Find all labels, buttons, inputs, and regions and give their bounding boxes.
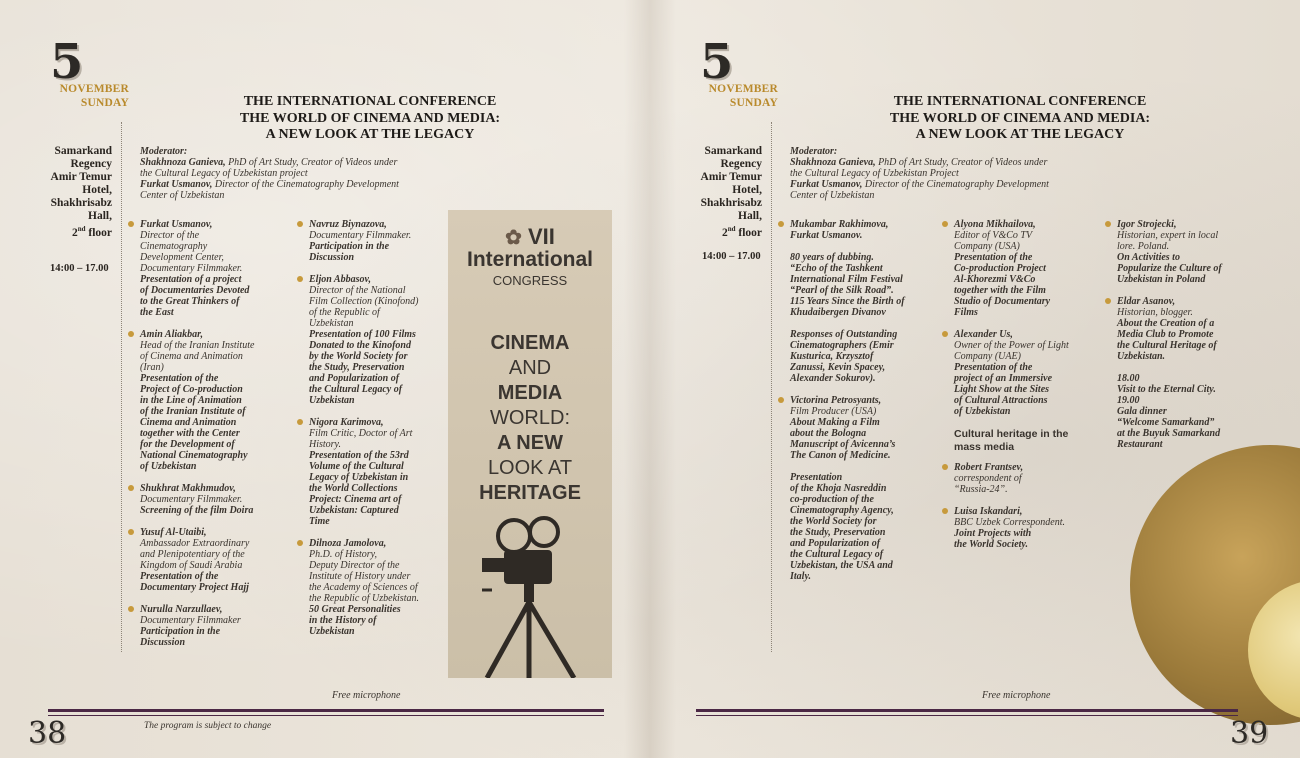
poster-line: A NEW bbox=[497, 432, 563, 454]
month-label: NOVEMBER bbox=[59, 83, 129, 95]
speaker-item: Nigora Karimova, Film Critic, Doctor of Art History. Presentation of the 53rd Volume of the Cultural Legacy of Uzbekistan in the World Collections Project: Cinema art of Uzbekistan: Captured Time bbox=[297, 417, 445, 527]
moderator-line: Center of Uzbekistan bbox=[140, 190, 225, 201]
speaker-name: Alexander Us, bbox=[954, 329, 1013, 340]
venue-floor: 2nd floor bbox=[71, 225, 112, 239]
page-right bbox=[650, 0, 1300, 758]
speaker-name: Shukhrat Makhmudov, bbox=[140, 483, 236, 494]
speaker-item: Nurulla Narzullaev, Documentary Filmmaker Participation in the Discussion bbox=[128, 604, 288, 648]
speaker-name: Alyona Mikhailova, bbox=[954, 219, 1036, 230]
bullet-icon bbox=[297, 221, 303, 227]
bullet-icon bbox=[297, 276, 303, 282]
section-heading: Cultural heritage in the mass media bbox=[954, 428, 1069, 453]
speaker-item: Alexander Us, Owner of the Power of Light Company (UAE) Presentation of the project of an Immersive Light Show at the Sites of Cultural Attractions of Uzbekistan bbox=[942, 329, 1092, 417]
moderator-label: Moderator: bbox=[140, 146, 188, 157]
free-microphone-note: Free microphone bbox=[332, 690, 401, 701]
flower-logo-icon: ✿ bbox=[505, 227, 522, 249]
moderator-line: the Cultural Legacy of Uzbekistan Project bbox=[790, 168, 959, 179]
speakers-column-2 bbox=[297, 219, 445, 648]
moderator-line: Shakhnoza Ganieva, PhD of Art Study, Creator of Videos under bbox=[790, 157, 1048, 168]
bullet-icon bbox=[297, 419, 303, 425]
poster-line: LOOK AT bbox=[487, 457, 573, 479]
speaker-name: Nigora Karimova, bbox=[309, 417, 384, 428]
page-number: 38 bbox=[28, 716, 67, 751]
weekday-label: SUNDAY bbox=[729, 97, 778, 109]
speaker-item: Igor Strojecki, Historian, expert in local lore. Poland. On Activities to Popularize the Culture of Uzbekistan in Poland bbox=[1105, 219, 1255, 285]
poster-line: AND bbox=[508, 357, 552, 379]
moderator-label: Moderator: bbox=[790, 146, 838, 157]
venue bbox=[30, 145, 112, 240]
dotted-divider bbox=[771, 122, 772, 652]
speaker-item: Eljon Abbasov, Director of the National Film Collection (Kinofond) of the Republic of Uzbekistan Presentation of 100 Films Donated to the Kinofond by the World Society for the Study, Preservation and Popularization of the Cultural Legacy of Uzbekistan bbox=[297, 274, 445, 406]
bullet-icon bbox=[1105, 221, 1111, 227]
bullet-icon bbox=[128, 331, 134, 337]
poster-international: International bbox=[466, 248, 593, 271]
page-number: 39 bbox=[1230, 716, 1269, 751]
venue-line: Shakhrisabz bbox=[50, 197, 112, 209]
day-number: 5 bbox=[50, 34, 84, 90]
speaker-name: Furkat Usmanov, bbox=[140, 219, 213, 230]
speakers-column-1 bbox=[778, 219, 928, 593]
title-line: THE INTERNATIONAL CONFERENCE bbox=[243, 94, 497, 109]
poster-vii: ✿ VII bbox=[505, 224, 555, 249]
footer-rule-thin bbox=[696, 715, 1238, 716]
venue-line: Regency bbox=[720, 158, 762, 170]
bullet-icon bbox=[128, 606, 134, 612]
speaker-item: Furkat Usmanov, Director of the Cinematography Development Center, Documentary Filmmaker. Presentation of a project of Documentaries Devoted to the Great Thinkers of the East bbox=[128, 219, 288, 318]
speaker-item: Shukhrat Makhmudov, Documentary Filmmaker. Screening of the film Doira bbox=[128, 483, 288, 516]
speaker-name: Amin Aliakbar, bbox=[140, 329, 203, 340]
moderator-line: Shakhnoza Ganieva, PhD of Art Study, Creator of Videos under bbox=[140, 157, 398, 168]
bullet-icon bbox=[942, 464, 948, 470]
speaker-item: Dilnoza Jamolova, Ph.D. of History, Deputy Director of the Institute of History under the Academy of Sciences of the Republic of Uzbekistan. 50 Great Personalities in the History of Uzbekistan bbox=[297, 538, 445, 637]
poster-line: MEDIA bbox=[497, 382, 563, 404]
title-line: THE WORLD OF CINEMA AND MEDIA: bbox=[889, 110, 1151, 126]
session-time: 14:00 – 17.00 bbox=[50, 263, 109, 274]
date-label bbox=[690, 82, 778, 110]
footer-rule bbox=[696, 709, 1238, 712]
venue-line: Hotel, bbox=[732, 184, 762, 196]
speaker-item: Yusuf Al-Utaibi, Ambassador Extraordinary and Plenipotentiary of the Kingdom of Saudi Arabia Presentation of the Documentary Project Hajj bbox=[128, 527, 288, 593]
speaker-name: Navruz Biynazova, bbox=[309, 219, 387, 230]
moderator-line: Furkat Usmanov, Director of the Cinematography Development bbox=[140, 179, 399, 190]
free-microphone-note: Free microphone bbox=[982, 690, 1051, 701]
speaker-item: Alyona Mikhailova, Editor of V&Co TV Company (USA) Presentation of the Co-production Project Al-Khorezmi V&Co together with the Film Studio of Documentary Films bbox=[942, 219, 1092, 318]
speaker-item: Victorina Petrosyants, Film Producer (USA) About Making a Film about the Bologna Manuscript of Avicenna’s The Canon of Medicine. Presentation of the Khoja Nasreddin co-production of the Cinematography Agency, the World Society for the Study, Preservation and Popularization of the Cultural Legacy of Uzbekistan, the USA and Italy. bbox=[778, 395, 928, 582]
moderator-block bbox=[790, 146, 1100, 201]
footer-rule bbox=[48, 709, 604, 712]
speaker-name: Victorina Petrosyants, bbox=[790, 395, 882, 406]
title-line: THE WORLD OF CINEMA AND MEDIA: bbox=[239, 110, 501, 126]
conference-title bbox=[190, 94, 550, 144]
film-camera-icon bbox=[462, 510, 598, 678]
bullet-icon bbox=[1105, 298, 1111, 304]
moderator-line: the Cultural Legacy of Uzbekistan project bbox=[140, 168, 308, 179]
date-label bbox=[40, 82, 129, 110]
speaker-name: Dilnoza Jamolova, bbox=[309, 538, 387, 549]
speakers-column-3 bbox=[1105, 219, 1255, 461]
speaker-name: Eldar Asanov, bbox=[1117, 296, 1176, 307]
title-line: THE INTERNATIONAL CONFERENCE bbox=[893, 94, 1147, 109]
day-number: 5 bbox=[700, 34, 734, 90]
poster-congress: CONGRESS bbox=[492, 273, 568, 288]
moderator-line: Center of Uzbekistan bbox=[790, 190, 875, 201]
bullet-icon bbox=[942, 221, 948, 227]
bullet-icon bbox=[778, 221, 784, 227]
venue-line: Hall, bbox=[88, 210, 112, 222]
bullet-icon bbox=[128, 529, 134, 535]
moderator-line: Furkat Usmanov, Director of the Cinematography Development bbox=[790, 179, 1049, 190]
speaker-name: Igor Strojecki, bbox=[1117, 219, 1177, 230]
bullet-icon bbox=[128, 221, 134, 227]
speaker-name: Luisa Iskandari, bbox=[954, 506, 1023, 517]
venue-line: Shakhrisabz bbox=[700, 197, 762, 209]
speaker-item: Mukambar Rakhimova, Furkat Usmanov. 80 years of dubbing. “Echo of the Tashkent International Film Festival “Pearl of the Silk Road”. 115 Years Since the Birth of Khudaibergen Divanov Responses of Outstanding Cinematographers (Emir Kusturica, Krzysztof Zanussi, Kevin Spacey, Alexander Sokurov). bbox=[778, 219, 928, 384]
title-line: A NEW LOOK AT THE LEGACY bbox=[915, 127, 1125, 142]
speaker-item: Robert Frantsev, correspondent of “Russia-24”. bbox=[942, 462, 1092, 495]
bullet-icon bbox=[297, 540, 303, 546]
conference-title bbox=[840, 94, 1200, 144]
weekday-label: SUNDAY bbox=[80, 97, 129, 109]
venue-line: Amir Temur bbox=[50, 171, 112, 183]
speaker-name: Mukambar Rakhimova, bbox=[790, 219, 889, 230]
speaker-name: Furkat Usmanov. bbox=[790, 230, 863, 241]
venue-line: Hall, bbox=[738, 210, 762, 222]
bullet-icon bbox=[942, 331, 948, 337]
speaker-item: Eldar Asanov, Historian, blogger. About the Creation of a Media Club to Promote the Cultural Heritage of Uzbekistan. 18.00 Visit to the Eternal City. 19.00 Gala dinner “Welcome Samarkand” at the Buyuk Samarkand Restaurant bbox=[1105, 296, 1255, 450]
poster-line: WORLD: bbox=[490, 407, 570, 429]
venue-line: Hotel, bbox=[82, 184, 112, 196]
footer-rule-thin bbox=[48, 715, 604, 716]
venue-line: Samarkand bbox=[54, 145, 112, 157]
venue bbox=[680, 145, 762, 240]
congress-poster bbox=[448, 210, 612, 678]
speaker-name: Yusuf Al-Utaibi, bbox=[140, 527, 207, 538]
venue-floor: 2nd floor bbox=[721, 225, 762, 239]
venue-line: Regency bbox=[70, 158, 112, 170]
speakers-column-1 bbox=[128, 219, 288, 659]
speaker-name: Robert Frantsev, bbox=[954, 462, 1024, 473]
venue-line: Amir Temur bbox=[700, 171, 762, 183]
speaker-item: Luisa Iskandari, BBC Uzbek Correspondent. Joint Projects with the World Society. bbox=[942, 506, 1092, 550]
speakers-column-2 bbox=[942, 219, 1092, 561]
venue-line: Samarkand bbox=[704, 145, 762, 157]
speaker-name: Nurulla Narzullaev, bbox=[140, 604, 223, 615]
speaker-name: Eljon Abbasov, bbox=[309, 274, 372, 285]
speaker-item: Navruz Biynazova, Documentary Filmmaker. Participation in the Discussion bbox=[297, 219, 445, 263]
dotted-divider bbox=[121, 122, 122, 652]
bullet-icon bbox=[942, 508, 948, 514]
bullet-icon bbox=[778, 397, 784, 403]
poster-line: CINEMA bbox=[490, 332, 570, 354]
speaker-item: Amin Aliakbar, Head of the Iranian Institute of Cinema and Animation (Iran) Presentation of the Project of Co-production in the Line of Animation of the Iranian Institute of Cinema and Animation together with the Center for the Development of National Cinematography of Uzbekistan bbox=[128, 329, 288, 472]
moderator-block bbox=[140, 146, 450, 201]
month-label: NOVEMBER bbox=[708, 83, 778, 95]
bullet-icon bbox=[128, 485, 134, 491]
poster-line: HERITAGE bbox=[479, 482, 581, 504]
session-time: 14:00 – 17.00 bbox=[702, 251, 761, 262]
title-line: A NEW LOOK AT THE LEGACY bbox=[265, 127, 475, 142]
program-note: The program is subject to change bbox=[144, 721, 272, 731]
